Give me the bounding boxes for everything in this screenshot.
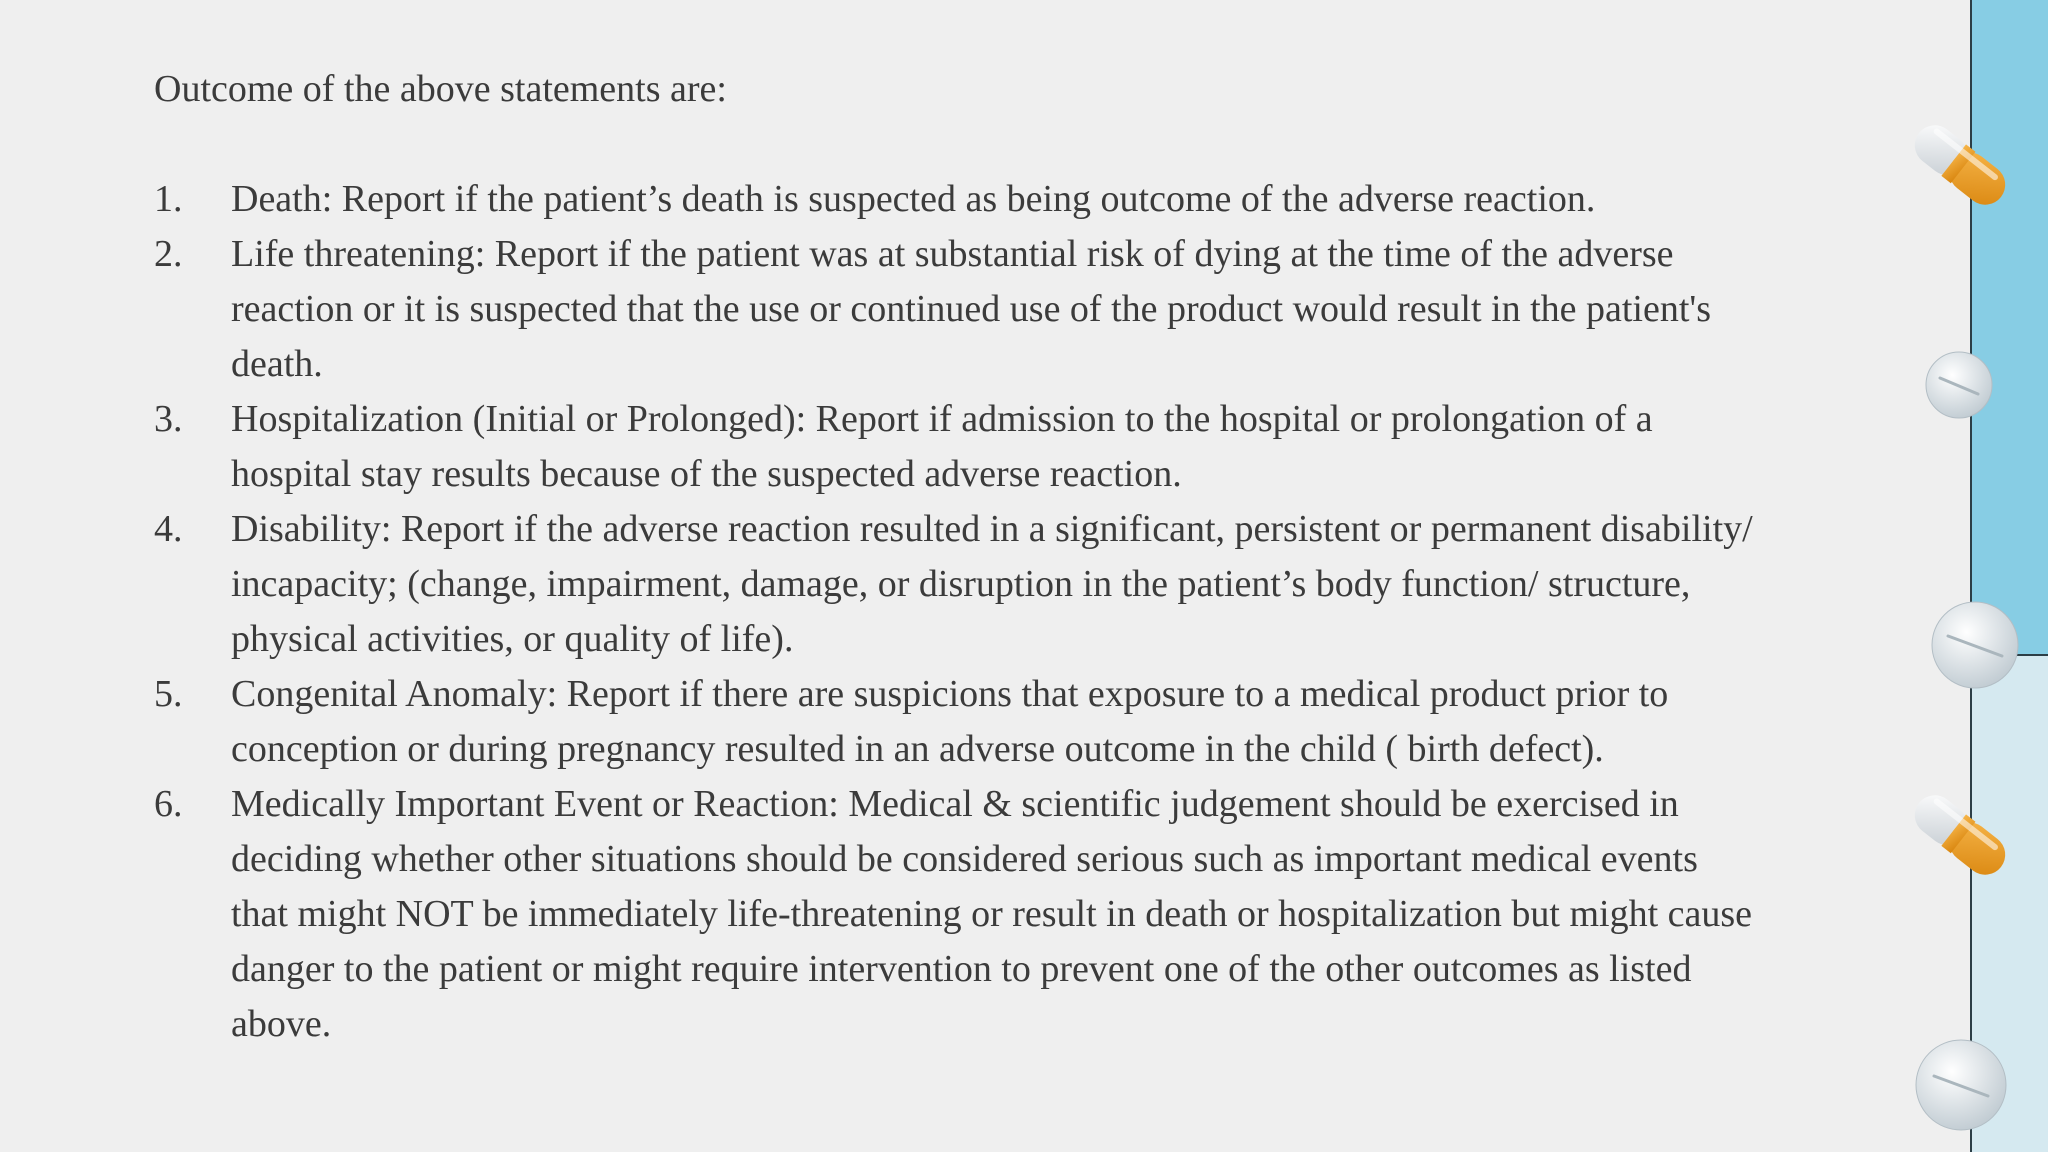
- list-number: 2.: [154, 233, 183, 275]
- list-text: Disability: Report if the adverse reaction resulted in a significant, persistent or permanent disability/ incapacity; (change, impairment, damage, or disruption in the patient’s body function/ structure, physical activities, or quality of life).: [231, 508, 1753, 660]
- outcome-list: [154, 172, 1754, 1052]
- capsule-icon: [1900, 780, 2020, 890]
- list-text: Death: Report if the patient’s death is suspected as being outcome of the adverse reaction.: [231, 178, 1596, 220]
- list-number: 3.: [154, 398, 183, 440]
- list-text: Hospitalization (Initial or Prolonged): Report if admission to the hospital or prolongation of a hospital stay results because of the suspected adverse reaction.: [231, 398, 1653, 495]
- slide-content: [154, 62, 1754, 1052]
- side-strip-top: [1972, 0, 2048, 656]
- list-number: 1.: [154, 178, 183, 220]
- list-item: [154, 392, 1754, 502]
- list-text: Congenital Anomaly: Report if there are suspicions that exposure to a medical product prior to conception or during pregnancy resulted in an adverse outcome in the child ( birth defect).: [231, 673, 1669, 770]
- list-item: [154, 777, 1754, 1052]
- list-text: Life threatening: Report if the patient was at substantial risk of dying at the time of the adverse reaction or it is suspected that the use or continued use of the product would result in the patient's death.: [231, 233, 1712, 385]
- list-item: [154, 667, 1754, 777]
- slide-heading: Outcome of the above statements are:: [154, 68, 727, 110]
- list-item: [154, 172, 1754, 227]
- tablet-icon: [1914, 1038, 2008, 1132]
- list-item: [154, 502, 1754, 667]
- capsule-icon: [1900, 110, 2020, 220]
- list-number: 6.: [154, 783, 183, 825]
- list-number: 4.: [154, 508, 183, 550]
- tablet-icon: [1924, 350, 1994, 420]
- list-item: [154, 227, 1754, 392]
- list-number: 5.: [154, 673, 183, 715]
- list-text: Medically Important Event or Reaction: Medical & scientific judgement should be exercised in deciding whether other situations should be considered serious such as important medical events that might NOT be immediately life-threatening or result in death or hospitalization but might cause danger to the patient or might require intervention to prevent one of the other outcomes as listed above.: [231, 783, 1753, 1045]
- tablet-icon: [1930, 600, 2020, 690]
